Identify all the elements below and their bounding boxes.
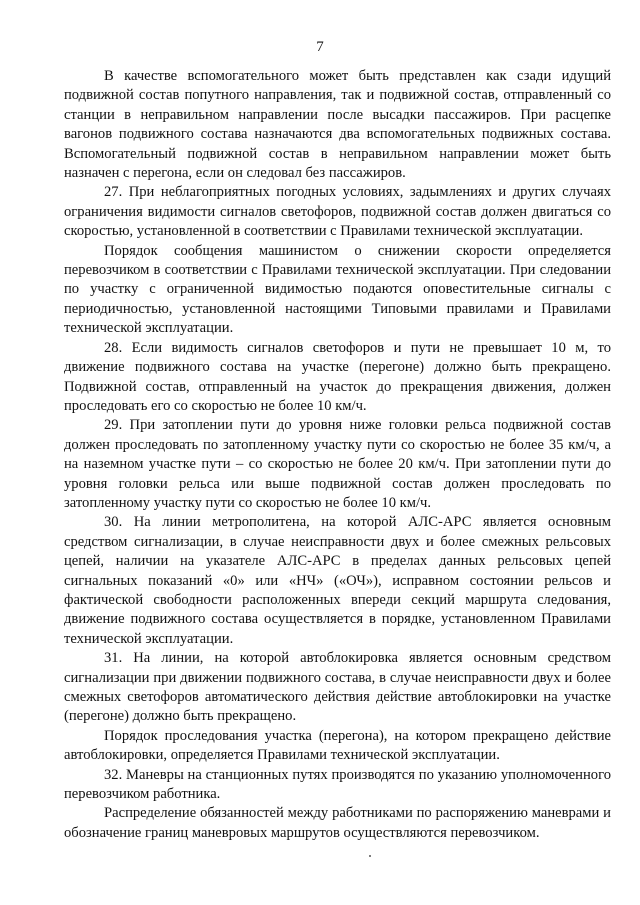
- paragraph-passage-order: Порядок проследования участка (перегона), на котором прекращено действие автоблокировки, определяется Правилами технической эксплуатации.: [64, 727, 611, 764]
- paragraph-auxiliary-rolling-stock: В качестве вспомогательного может быть представлен как сзади идущий подвижной состав попутного направления, так и подвижной состав, отправленный со станции в неправильном направлении после высадки пассажиров. При расцепке вагонов подвижного состава назначаются два вспомогательных подвижных состава. Вспомогательный подвижной состав в неправильном направлении может быть назначен с перегона, если он следовал без пассажиров.: [64, 68, 611, 182]
- paragraph-29: 29. При затоплении пути до уровня ниже головки рельса подвижной состав должен проследовать по затопленному участку пути со скоростью не более 35 км/ч, а на наземном участке пути – со скоростью не более 20 км/ч. При затоплении пути до уровня головки рельса или выше подвижной состав должен проследовать по затопленному участку пути со скоростью не более 10 км/ч.: [64, 417, 611, 511]
- paragraph-32: 32. Маневры на станционных путях производятся по указанию уполномоченного перевозчиком работника.: [64, 766, 611, 803]
- page-number: 7: [316, 39, 324, 55]
- paragraph-shunting-duties: Распределение обязанностей между работниками по распоряжению маневрами и обозначение границ маневровых маршрутов осуществляются перевозчиком.: [64, 805, 611, 841]
- paragraph-28: 28. Если видимость сигналов светофоров и пути не превышает 10 м, то движение подвижного состава на участке (перегоне) должно быть прекращено. Подвижной состав, отправленный на участок до прекращения движения, должен проследовать его со скоростью не более 10 км/ч.: [64, 339, 611, 414]
- body-text: [64, 67, 611, 843]
- scan-dot-mark: [369, 855, 371, 857]
- paragraph-speed-reduction-order: Порядок сообщения машинистом о снижении скорости определяется перевозчиком в соответствии с Правилами технической эксплуатации. При следовании по участку с ограниченной видимостью подаются оповестительные сигналы с периодичностью, установленной настоящими Типовыми правилами и Правилами технической эксплуатации.: [64, 242, 611, 337]
- paragraph-27: 27. При неблагоприятных погодных условиях, задымлениях и других случаях ограничения видимости сигналов светофоров, подвижной состав должен двигаться со скоростью, установленной в соответствии с Правилами технической эксплуатации.: [64, 184, 611, 240]
- paragraph-31: 31. На линии, на которой автоблокировка является основным средством сигнализации при движении подвижного состава, в случае неисправности двух и более смежных светофоров автоматического действия действие автоблокировки на участке (перегоне) должно быть прекращено.: [64, 650, 611, 725]
- paragraph-30: 30. На линии метрополитена, на которой АЛС-АРС является основным средством сигнализации, в случае неисправности двух и более смежных рельсовых цепей, наличии на указателе АЛС-АРС в пределах данных рельсовых цепей сигнальных показаний «0» или «НЧ» («ОЧ»), исправном состоянии рельсов и фактической свободности расположенных впереди секций маршрута следования, движение подвижного состава осуществляется в порядке, установленном Правилами технической эксплуатации.: [64, 514, 611, 647]
